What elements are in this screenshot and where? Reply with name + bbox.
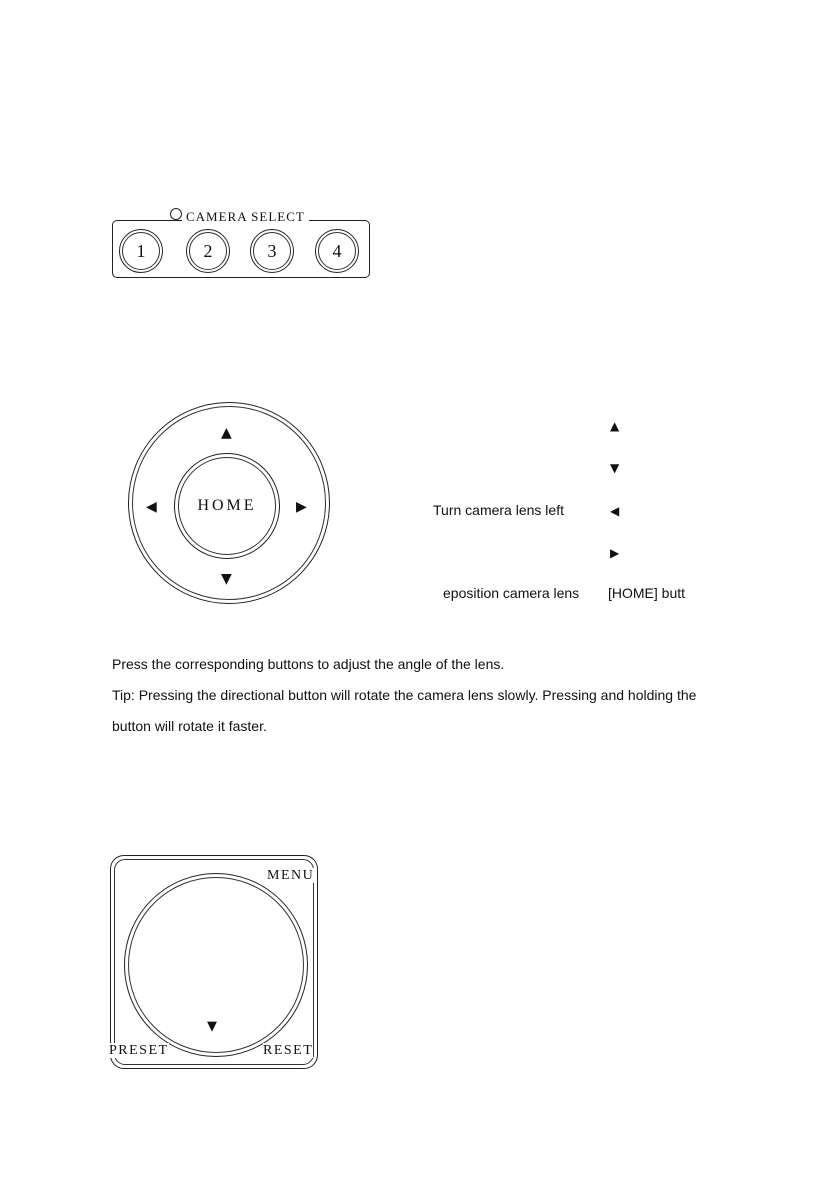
camera-select-title: CAMERA SELECT [182,210,309,224]
arrow-right-icon[interactable]: ▶ [296,499,307,515]
direction-pad [128,402,330,604]
legend-down-icon: ▼ [610,461,620,475]
camera-button-1[interactable] [119,229,163,273]
camera-button-3[interactable] [250,229,294,273]
instruction-line-2: Tip: Pressing the directional button will rotate the camera lens slowly. Pressing and holding the [112,687,697,703]
legend-home-text: eposition camera lens [443,585,580,601]
menu-down-arrow-icon[interactable]: ▼ [207,1019,217,1034]
camera-button-label: 2 [203,240,213,261]
arrow-up-icon[interactable]: ▲ [221,425,232,441]
arrow-down-icon[interactable]: ▼ [221,571,232,587]
menu-button[interactable]: MENU [267,868,315,883]
arrow-left-icon[interactable]: ◀ [146,499,157,515]
legend-up-icon: ▲ [610,419,620,433]
legend-left-text: Turn camera lens left [433,502,564,518]
legend-right-icon: ▶ [610,546,620,560]
home-button-label: HOME [197,497,257,514]
legend-left-icon: ◀ [610,504,620,518]
camera-indicator-led-icon [170,208,182,220]
instruction-line-3: button will rotate it faster. [112,718,267,734]
legend-home-label: [HOME] butt [608,585,686,601]
menu-control-pad [110,855,320,1071]
direction-legend [380,415,710,610]
preset-button[interactable]: PRESET [109,1043,169,1058]
home-button[interactable] [174,453,280,559]
reset-button[interactable]: RESET [263,1043,314,1058]
camera-select-panel [112,206,372,280]
camera-button-label: 3 [267,240,277,261]
camera-button-label: 1 [136,240,146,261]
camera-button-4[interactable] [315,229,359,273]
camera-button-label: 4 [332,240,342,261]
instruction-line-1: Press the corresponding buttons to adjust the angle of the lens. [112,656,505,672]
camera-button-2[interactable] [186,229,230,273]
